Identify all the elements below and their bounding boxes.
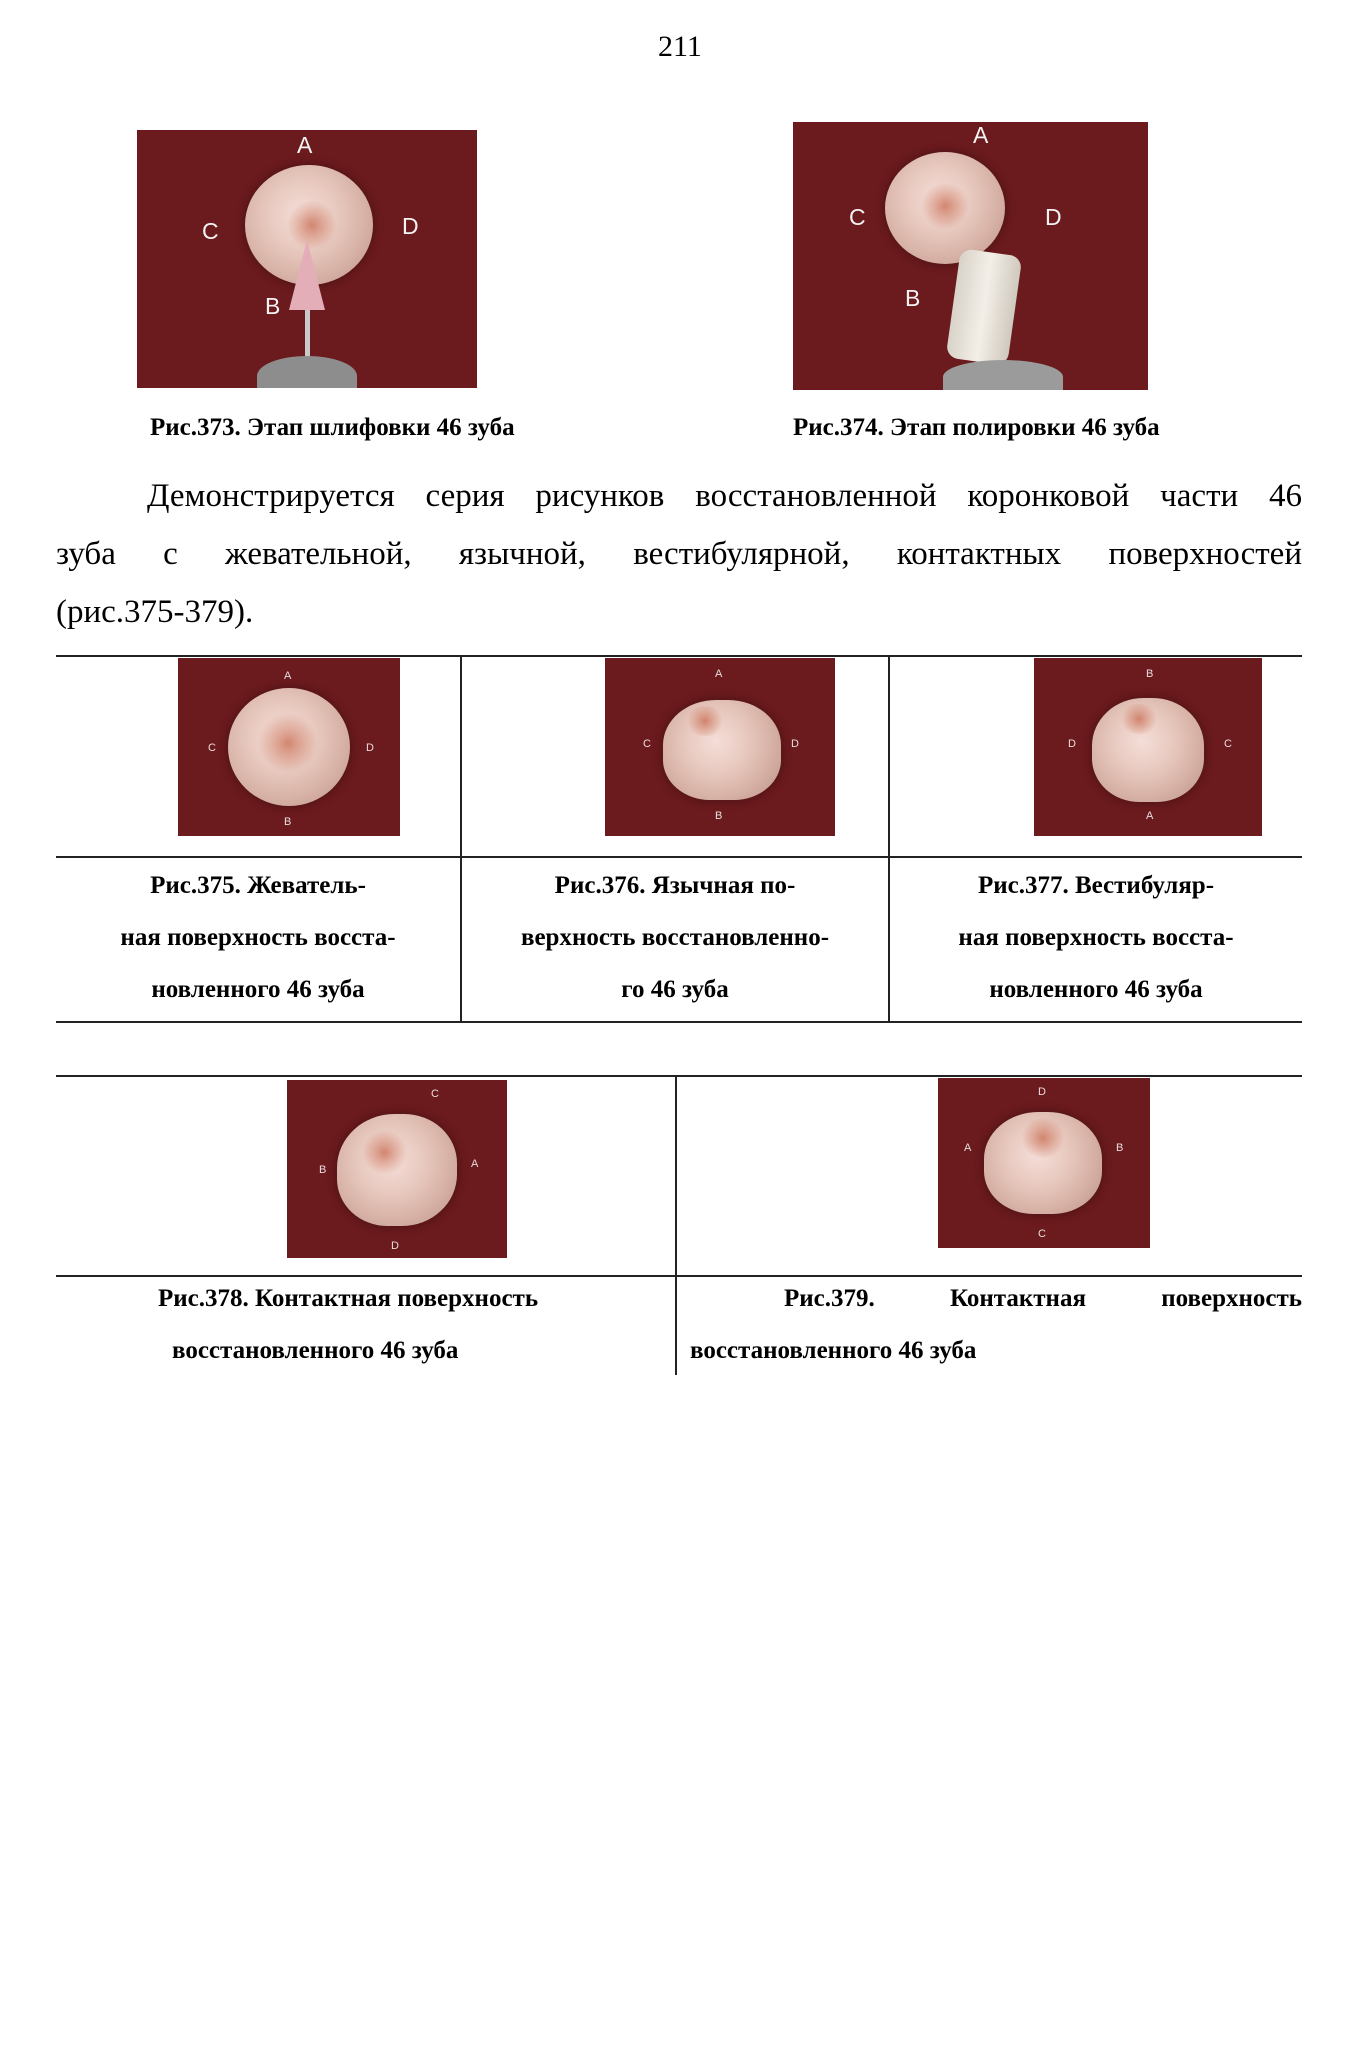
figure-378-photo: [287, 1080, 507, 1258]
letter-c: C: [849, 204, 866, 230]
figure-373-photo: [137, 130, 477, 388]
figure-375-caption: [56, 860, 460, 1016]
caption-line: восстановленного 46 зуба: [690, 1337, 977, 1364]
tooth-fissure: [258, 713, 318, 773]
letter-bottom: B: [284, 816, 292, 828]
letter-d: D: [1045, 204, 1062, 230]
letter-a: A: [297, 132, 313, 158]
figure-376-caption: [462, 860, 888, 1016]
letter-left: B: [319, 1164, 327, 1176]
caption-line: Рис.379. Контактная поверхность: [784, 1285, 1302, 1312]
handpiece-head: [943, 360, 1063, 390]
figure-377-photo: [1034, 658, 1262, 836]
caption-line: Рис.378. Контактная поверхность: [158, 1285, 539, 1312]
letter-top: C: [431, 1088, 439, 1100]
caption-line: Рис.376. Язычная по-: [554, 872, 796, 899]
table1-top-border: [56, 655, 1302, 657]
figure-375-photo: [178, 658, 400, 836]
letter-right: D: [366, 742, 374, 754]
tooth-fissure: [362, 1130, 407, 1175]
letter-left: D: [1068, 738, 1076, 750]
paragraph-line-3: (рис.375-379).: [56, 594, 254, 630]
letter-top: A: [284, 670, 292, 682]
letter-right: D: [791, 738, 799, 750]
figure-376-photo: [605, 658, 835, 836]
tooth-fissure: [921, 182, 969, 230]
letter-left: C: [643, 738, 651, 750]
letter-left: C: [208, 742, 216, 754]
table1-mid-border: [56, 856, 1302, 858]
table2-col-divider: [675, 1075, 677, 1375]
caption-line: Рис.375. Жеватель-: [150, 872, 366, 899]
tooth-fissure: [1020, 1118, 1066, 1158]
letter-bottom: D: [391, 1240, 399, 1252]
letter-right: A: [471, 1158, 479, 1170]
letter-right: B: [1116, 1142, 1124, 1154]
figure-378-caption: [140, 1273, 640, 1377]
polishing-wheel: [946, 248, 1023, 366]
table1-bottom-border: [56, 1021, 1302, 1023]
paragraph-line-1: Демонстрируется серия рисунков восстановленной коронковой части 46: [147, 478, 1302, 514]
table2-top-border: [56, 1075, 1302, 1077]
letter-top: A: [715, 668, 723, 680]
letter-a: A: [973, 122, 989, 148]
caption-line: верхность восстановленно-: [520, 924, 830, 951]
page-number: 211: [658, 30, 702, 63]
letter-left: A: [964, 1142, 972, 1154]
instrument-shaft: [305, 310, 310, 360]
letter-c: C: [202, 218, 219, 244]
caption-line: восстановленного 46 зуба: [172, 1337, 459, 1364]
letter-right: C: [1224, 738, 1232, 750]
caption-line: ная поверхность восста-: [958, 924, 1234, 951]
tooth-cusp-shade: [1119, 704, 1159, 734]
letter-bottom: B: [715, 810, 723, 822]
letter-top: B: [1146, 668, 1154, 680]
letter-b: B: [265, 293, 281, 319]
letter-bottom: A: [1146, 810, 1154, 822]
figure-374-photo: [793, 122, 1148, 390]
caption-line: новленного 46 зуба: [151, 976, 365, 1003]
letter-bottom: C: [1038, 1228, 1046, 1240]
caption-line: новленного 46 зуба: [989, 976, 1203, 1003]
paragraph-line-2: зуба с жевательной, язычной, вестибулярной, контактных поверхностей: [56, 536, 1302, 572]
caption-line: Рис.377. Вестибуляр-: [977, 872, 1215, 899]
figure-377-caption: [890, 860, 1302, 1016]
figure-379-photo: [938, 1078, 1150, 1248]
letter-b: B: [905, 285, 921, 311]
figure-374-caption: Рис.374. Этап полировки 46 зуба: [793, 414, 1160, 441]
figure-379-caption: [690, 1273, 1302, 1377]
figure-373-caption: Рис.373. Этап шлифовки 46 зуба: [150, 414, 515, 441]
letter-top: D: [1038, 1086, 1046, 1098]
caption-line: ная поверхность восста-: [120, 924, 396, 951]
tooth-cusp-shade: [685, 706, 725, 736]
caption-line: го 46 зуба: [621, 976, 729, 1003]
handpiece-head: [257, 356, 357, 388]
polishing-cone: [289, 240, 325, 310]
letter-d: D: [402, 213, 419, 239]
